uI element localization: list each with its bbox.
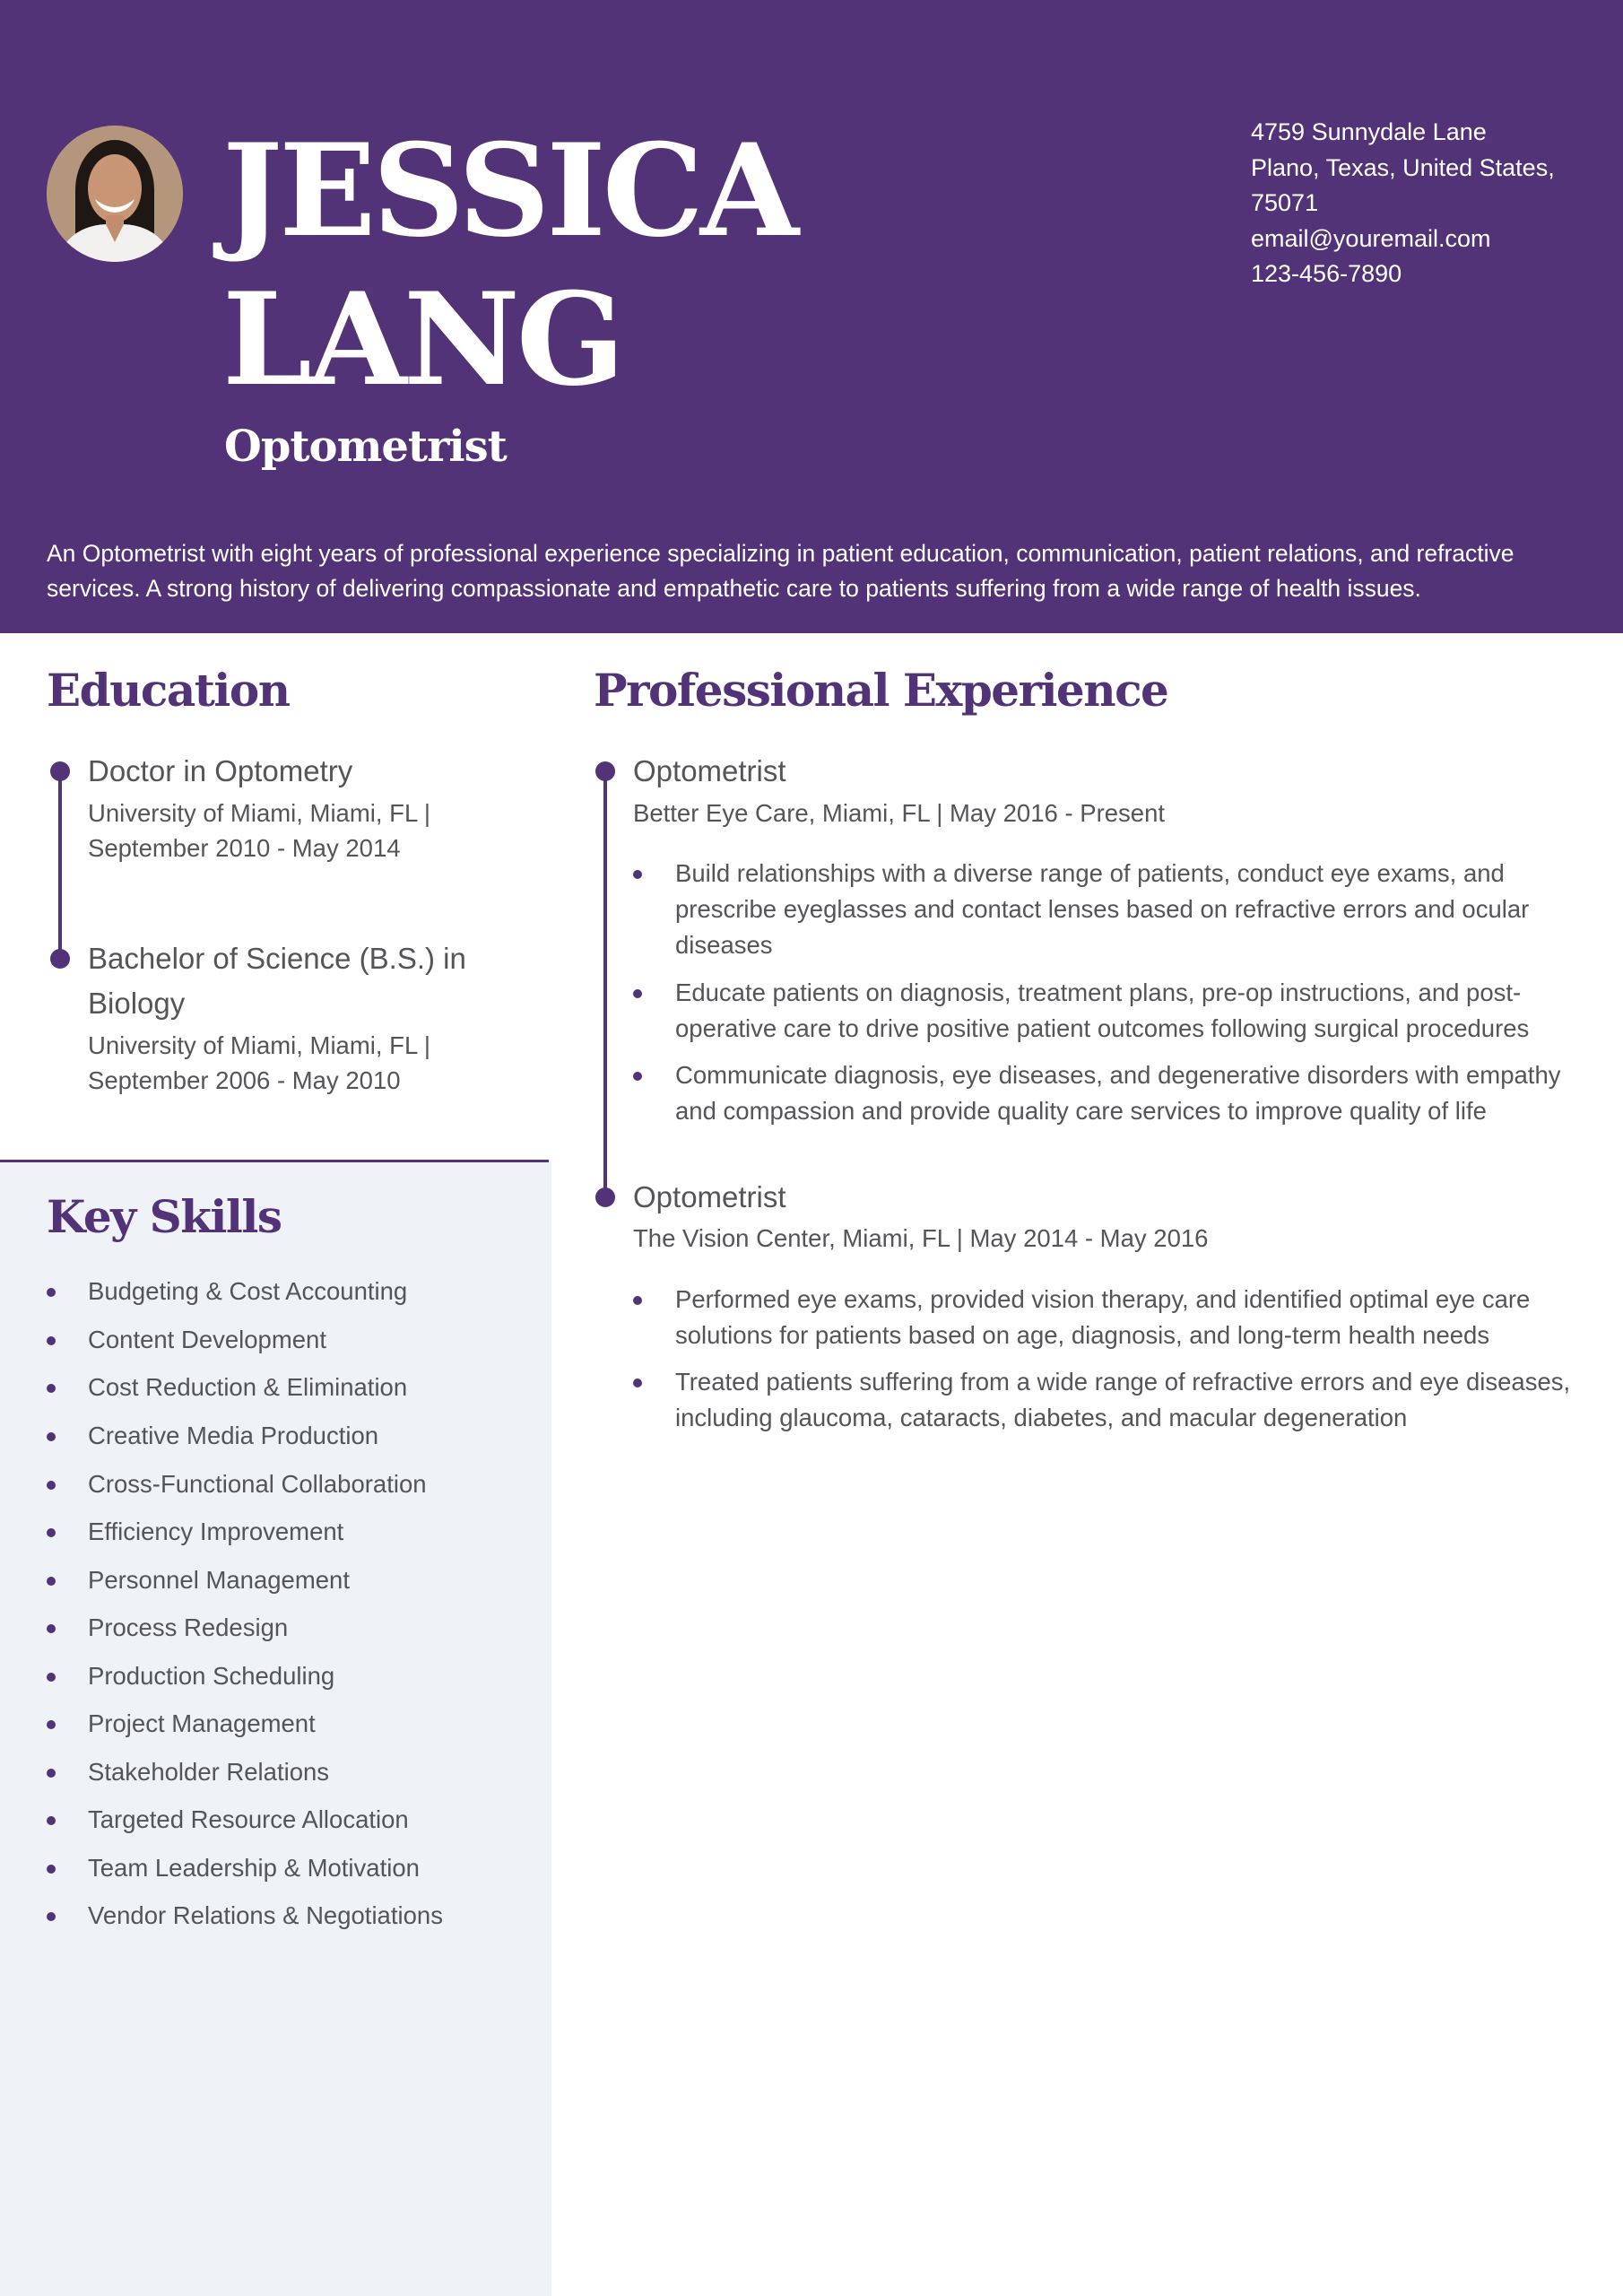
education-dates: September 2010 - May 2014 (88, 834, 401, 862)
bullet-icon (47, 1528, 56, 1537)
bullet-icon (47, 1288, 56, 1297)
phone-number: 123-456-7890 (1251, 260, 1402, 287)
job-company: Better Eye Care, Miami, FL | May 2016 - Present (633, 799, 1166, 827)
bullet-icon (633, 989, 642, 998)
profile-photo (47, 126, 183, 262)
bullet-icon (633, 870, 642, 879)
bullet-icon (633, 1072, 642, 1081)
skill-label: Production Scheduling (88, 1662, 335, 1690)
address-line-2: Plano, Texas, United States, (1251, 153, 1555, 181)
address-line-1: 4759 Sunnydale Lane (1251, 118, 1487, 145)
timeline-dot (595, 761, 615, 781)
email-address: email@youremail.com (1251, 224, 1491, 252)
job-role: Optometrist (633, 1180, 786, 1213)
bullet-icon (47, 1336, 56, 1345)
skill-label: Process Redesign (88, 1613, 289, 1641)
skill-label: Stakeholder Relations (88, 1758, 330, 1786)
bullet-icon (633, 1378, 642, 1387)
skill-label: Content Development (88, 1326, 326, 1353)
education-title: Education (47, 664, 290, 717)
candidate-name (222, 117, 795, 414)
bullet-icon (47, 1577, 56, 1586)
bullet-icon (47, 1865, 56, 1874)
section-divider (0, 1160, 549, 1162)
bullet-icon (47, 1673, 56, 1682)
experience-title: Professional Experience (594, 664, 1168, 717)
skill-label: Creative Media Production (88, 1422, 379, 1449)
timeline-dot (50, 949, 70, 969)
bullet-icon (633, 1296, 642, 1305)
timeline-dot (50, 761, 70, 781)
education-school: University of Miami, Miami, FL | (88, 799, 431, 827)
education-dates: September 2006 - May 2010 (88, 1066, 401, 1094)
avatar-portrait-icon (47, 126, 183, 262)
job-company: The Vision Center, Miami, FL | May 2014 - May 2016 (633, 1224, 1209, 1252)
bullet-icon (47, 1720, 56, 1729)
skill-label: Vendor Relations & Negotiations (88, 1901, 443, 1929)
skill-label: Project Management (88, 1709, 316, 1737)
skill-label: Budgeting & Cost Accounting (88, 1277, 408, 1305)
skill-label: Cost Reduction & Elimination (88, 1373, 408, 1401)
bullet-icon (47, 1624, 56, 1633)
skills-title: Key Skills (47, 1190, 282, 1243)
education-timeline-line (58, 771, 62, 960)
education-degree-cont: Biology (88, 987, 186, 1020)
bullet-text: Communicate diagnosis, eye diseases, and degenerative disorders with empathy and compassion and provide quality care services to improve quality of life (675, 1061, 1561, 1125)
last-name: LANG (222, 265, 622, 414)
education-degree: Bachelor of Science (B.S.) in (88, 942, 466, 975)
skill-label: Efficiency Improvement (88, 1518, 344, 1545)
profile-summary: An Optometrist with eight years of professional experience specializing in patient education, communication, patient relations, and refractive services. A strong history of delivering compassionate and empathetic care to patients suffering from a wide range of health issues. (47, 540, 1515, 602)
skill-label: Personnel Management (88, 1566, 350, 1594)
address-line-3: 75071 (1251, 189, 1319, 216)
timeline-dot (595, 1187, 615, 1207)
bullet-text: Performed eye exams, provided vision therapy, and identified optimal eye care solutions for patients based on age, diagnosis, and long-term health needs (675, 1285, 1531, 1349)
bullet-icon (47, 1481, 56, 1490)
bullet-text: Educate patients on diagnosis, treatment plans, pre-op instructions, and post-operative care to drive positive patient outcomes following surgical procedures (675, 978, 1530, 1042)
bullet-icon (47, 1432, 56, 1441)
skill-label: Targeted Resource Allocation (88, 1805, 409, 1833)
job-title: Optometrist (224, 422, 507, 472)
bullet-text: Build relationships with a diverse range of patients, conduct eye exams, and prescribe eyeglasses and contact lenses based on refractive errors and ocular diseases (675, 859, 1530, 959)
education-degree: Doctor in Optometry (88, 754, 353, 787)
bullet-icon (47, 1384, 56, 1393)
resume-header (0, 0, 1623, 633)
education-school: University of Miami, Miami, FL | (88, 1031, 431, 1059)
skill-label: Cross-Functional Collaboration (88, 1470, 427, 1498)
contact-block (1251, 115, 1574, 292)
skill-label: Team Leadership & Motivation (88, 1854, 420, 1882)
bullet-icon (47, 1816, 56, 1825)
job-role: Optometrist (633, 754, 786, 787)
first-name: JESSICA (222, 117, 796, 265)
bullet-text: Treated patients suffering from a wide range of refractive errors and eye diseases, including glaucoma, cataracts, diabetes, and macular degeneration (675, 1368, 1571, 1431)
bullet-icon (47, 1769, 56, 1778)
experience-timeline-line (603, 771, 607, 1200)
bullet-icon (47, 1912, 56, 1921)
